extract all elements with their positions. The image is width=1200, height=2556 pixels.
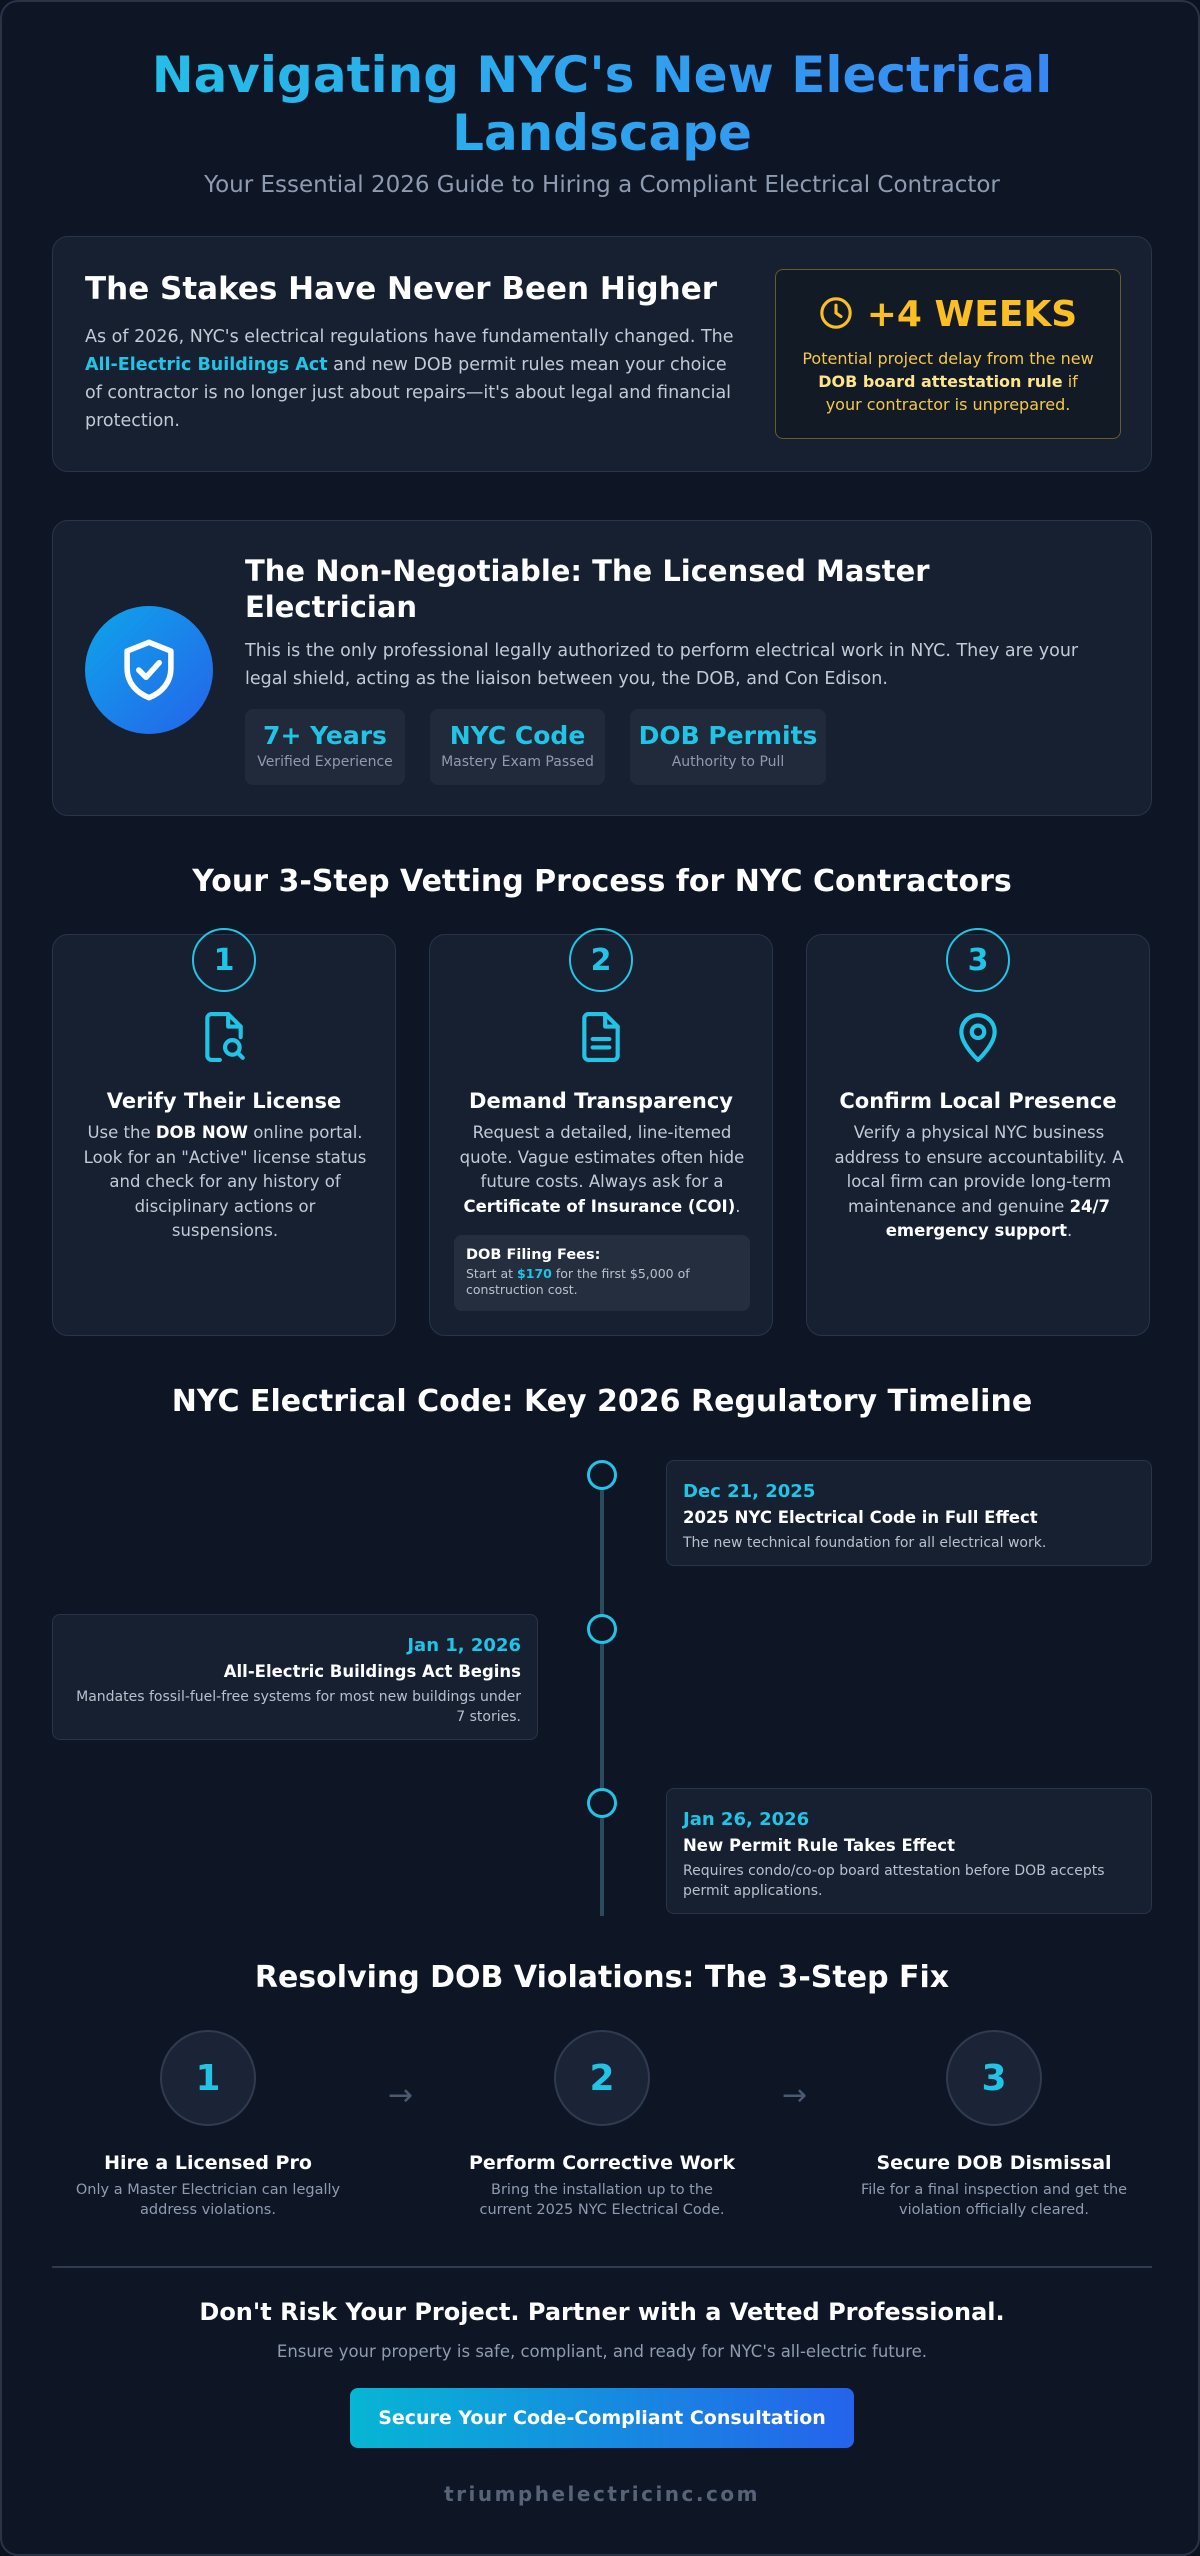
fix-step-3 (844, 2030, 1144, 2220)
timeline-dot (587, 1788, 617, 1818)
step-text-bold: Certificate of Insurance (COI) (463, 1196, 736, 1216)
step-text (456, 1121, 748, 1219)
document-icon (430, 1009, 772, 1065)
dob-fee-callout (454, 1235, 750, 1311)
fix-step-number: 3 (946, 2030, 1042, 2126)
step-number: 3 (946, 928, 1010, 992)
step-text-bold: 24/7 emergency support (885, 1196, 1111, 1240)
hero (52, 46, 1152, 198)
fix-step-text: Bring the installation up to the current 2025 NYC Electrical Code. (479, 2182, 725, 2218)
step-title: Verify Their License (106, 1089, 342, 1113)
arrow-right-icon: → (782, 2078, 808, 2113)
step-text-part: Use the (87, 1123, 156, 1142)
fee-amount: $170 (517, 1266, 552, 1281)
fix-step-1 (58, 2030, 358, 2220)
fix-step-text: File for a final inspection and get the violation officially cleared. (860, 2182, 1128, 2218)
step-number: 1 (192, 928, 256, 992)
delay-value: +4 WEEKS (866, 294, 1078, 335)
event-text: The new technical foundation for all electrical work. (683, 1535, 1047, 1551)
master-electrician-card (52, 520, 1152, 816)
timeline-dot (587, 1460, 617, 1490)
step-text-part: Request a detailed, line-itemed quote. Vague estimates often hide future costs. Always ask for a (459, 1123, 745, 1191)
clock-icon (819, 296, 853, 334)
fee-text-part: for the first $5,000 of construction cost. (466, 1266, 690, 1297)
fix-step-title: Secure DOB Dismissal (876, 2152, 1112, 2174)
vetting-step-2 (429, 934, 773, 1336)
divider (52, 2266, 1152, 2268)
vetting-step-3 (806, 934, 1150, 1336)
fee-text-part: Start at (466, 1266, 518, 1281)
timeline-title: NYC Electrical Code: Key 2026 Regulatory Timeline (171, 1384, 1033, 1419)
shield-check-icon (85, 606, 213, 734)
stat-permits (630, 709, 826, 785)
violations-title: Resolving DOB Violations: The 3-Step Fix (254, 1960, 950, 1995)
step-text-part: . (1067, 1221, 1073, 1240)
website-link[interactable]: triumphelectricinc.com (444, 2482, 760, 2506)
event-text: Requires condo/co-op board attestation before DOB accepts permit applications. (683, 1863, 1105, 1899)
fix-step-title: Perform Corrective Work (469, 2152, 735, 2174)
step-text-part: . (735, 1196, 741, 1216)
stakes-text-part: As of 2026, NYC's electrical regulations have fundamentally changed. The (85, 327, 734, 347)
step-title: Confirm Local Presence (839, 1089, 1117, 1113)
stat-label: Verified Experience (257, 754, 393, 770)
consultation-button[interactable]: Secure Your Code-Compliant Consultation (350, 2388, 854, 2448)
page-title: Navigating NYC's New Electrical Landscape (52, 46, 1152, 162)
cta-text: Ensure your property is safe, compliant, and ready for NYC's all-electric future. (276, 2342, 928, 2361)
timeline-dot (587, 1614, 617, 1644)
fix-step-2 (452, 2030, 752, 2220)
stat-value: DOB Permits (638, 721, 818, 750)
delay-text (798, 347, 1098, 416)
map-pin-icon (807, 1009, 1149, 1065)
delay-callout (775, 269, 1121, 439)
stat-value: NYC Code (449, 721, 586, 750)
timeline-event (52, 1614, 538, 1740)
step-number: 2 (569, 928, 633, 992)
fix-step-text: Only a Master Electrician can legally address violations. (75, 2182, 341, 2218)
delay-text-part: if your contractor is unprepared. (825, 372, 1078, 414)
stat-label: Mastery Exam Passed (441, 754, 594, 770)
event-title: New Permit Rule Takes Effect (683, 1836, 955, 1855)
electrician-title: The Non-Negotiable: The Licensed Master Electrician (245, 554, 930, 624)
timeline-event (666, 1460, 1152, 1566)
timeline-line (600, 1476, 604, 1916)
step-text-part: Verify a physical NYC business address to ensure accountability. A local firm can provide long-term maintenance and genuine (834, 1123, 1124, 1216)
fix-step-number: 1 (160, 2030, 256, 2126)
stakes-text (85, 323, 745, 435)
vetting-title: Your 3-Step Vetting Process for NYC Contractors (192, 864, 1012, 899)
step-text-part: online portal. Look for an "Active" license status and check for any history of disciplinary actions or suspensions. (83, 1123, 367, 1240)
step-text (833, 1121, 1125, 1244)
fee-text (466, 1266, 738, 1298)
delay-text-bold: DOB board attestation rule (818, 372, 1063, 391)
electrician-text: This is the only professional legally authorized to perform electrical work in NYC. They are your legal shield, acting as the liaison between you, the DOB, and Con Edison. (245, 641, 1079, 689)
delay-text-part: Potential project delay from the new (802, 349, 1094, 368)
fix-step-number: 2 (554, 2030, 650, 2126)
step-text (79, 1121, 371, 1244)
stat-value: 7+ Years (263, 721, 387, 750)
event-text: Mandates fossil-fuel-free systems for most new buildings under 7 stories. (76, 1689, 521, 1725)
document-search-icon (53, 1009, 395, 1065)
stat-code (430, 709, 605, 785)
arrow-right-icon: → (388, 2078, 414, 2113)
fix-step-title: Hire a Licensed Pro (104, 2152, 312, 2174)
step-title: Demand Transparency (469, 1089, 733, 1113)
stat-label: Authority to Pull (671, 754, 785, 770)
stakes-title: The Stakes Have Never Been Higher (85, 271, 718, 307)
event-date: Jan 26, 2026 (683, 1809, 810, 1830)
stakes-text-highlight: All-Electric Buildings Act (85, 355, 328, 375)
step-text-bold: DOB NOW (155, 1123, 248, 1142)
event-title: 2025 NYC Electrical Code in Full Effect (683, 1508, 1038, 1527)
fee-title: DOB Filing Fees: (466, 1247, 601, 1263)
stakes-text-part: and new DOB permit rules mean your choice of contractor is no longer just about repairs—it's about legal and financial protection. (85, 355, 732, 431)
cta-title: Don't Risk Your Project. Partner with a Vetted Professional. (199, 2298, 1005, 2326)
event-title: All-Electric Buildings Act Begins (223, 1662, 521, 1681)
vetting-step-1 (52, 934, 396, 1336)
stakes-card (52, 236, 1152, 472)
stat-experience (245, 709, 405, 785)
event-date: Dec 21, 2025 (683, 1481, 816, 1502)
page-subtitle: Your Essential 2026 Guide to Hiring a Compliant Electrical Contractor (204, 172, 1000, 198)
timeline-event (666, 1788, 1152, 1914)
event-date: Jan 1, 2026 (407, 1635, 521, 1656)
